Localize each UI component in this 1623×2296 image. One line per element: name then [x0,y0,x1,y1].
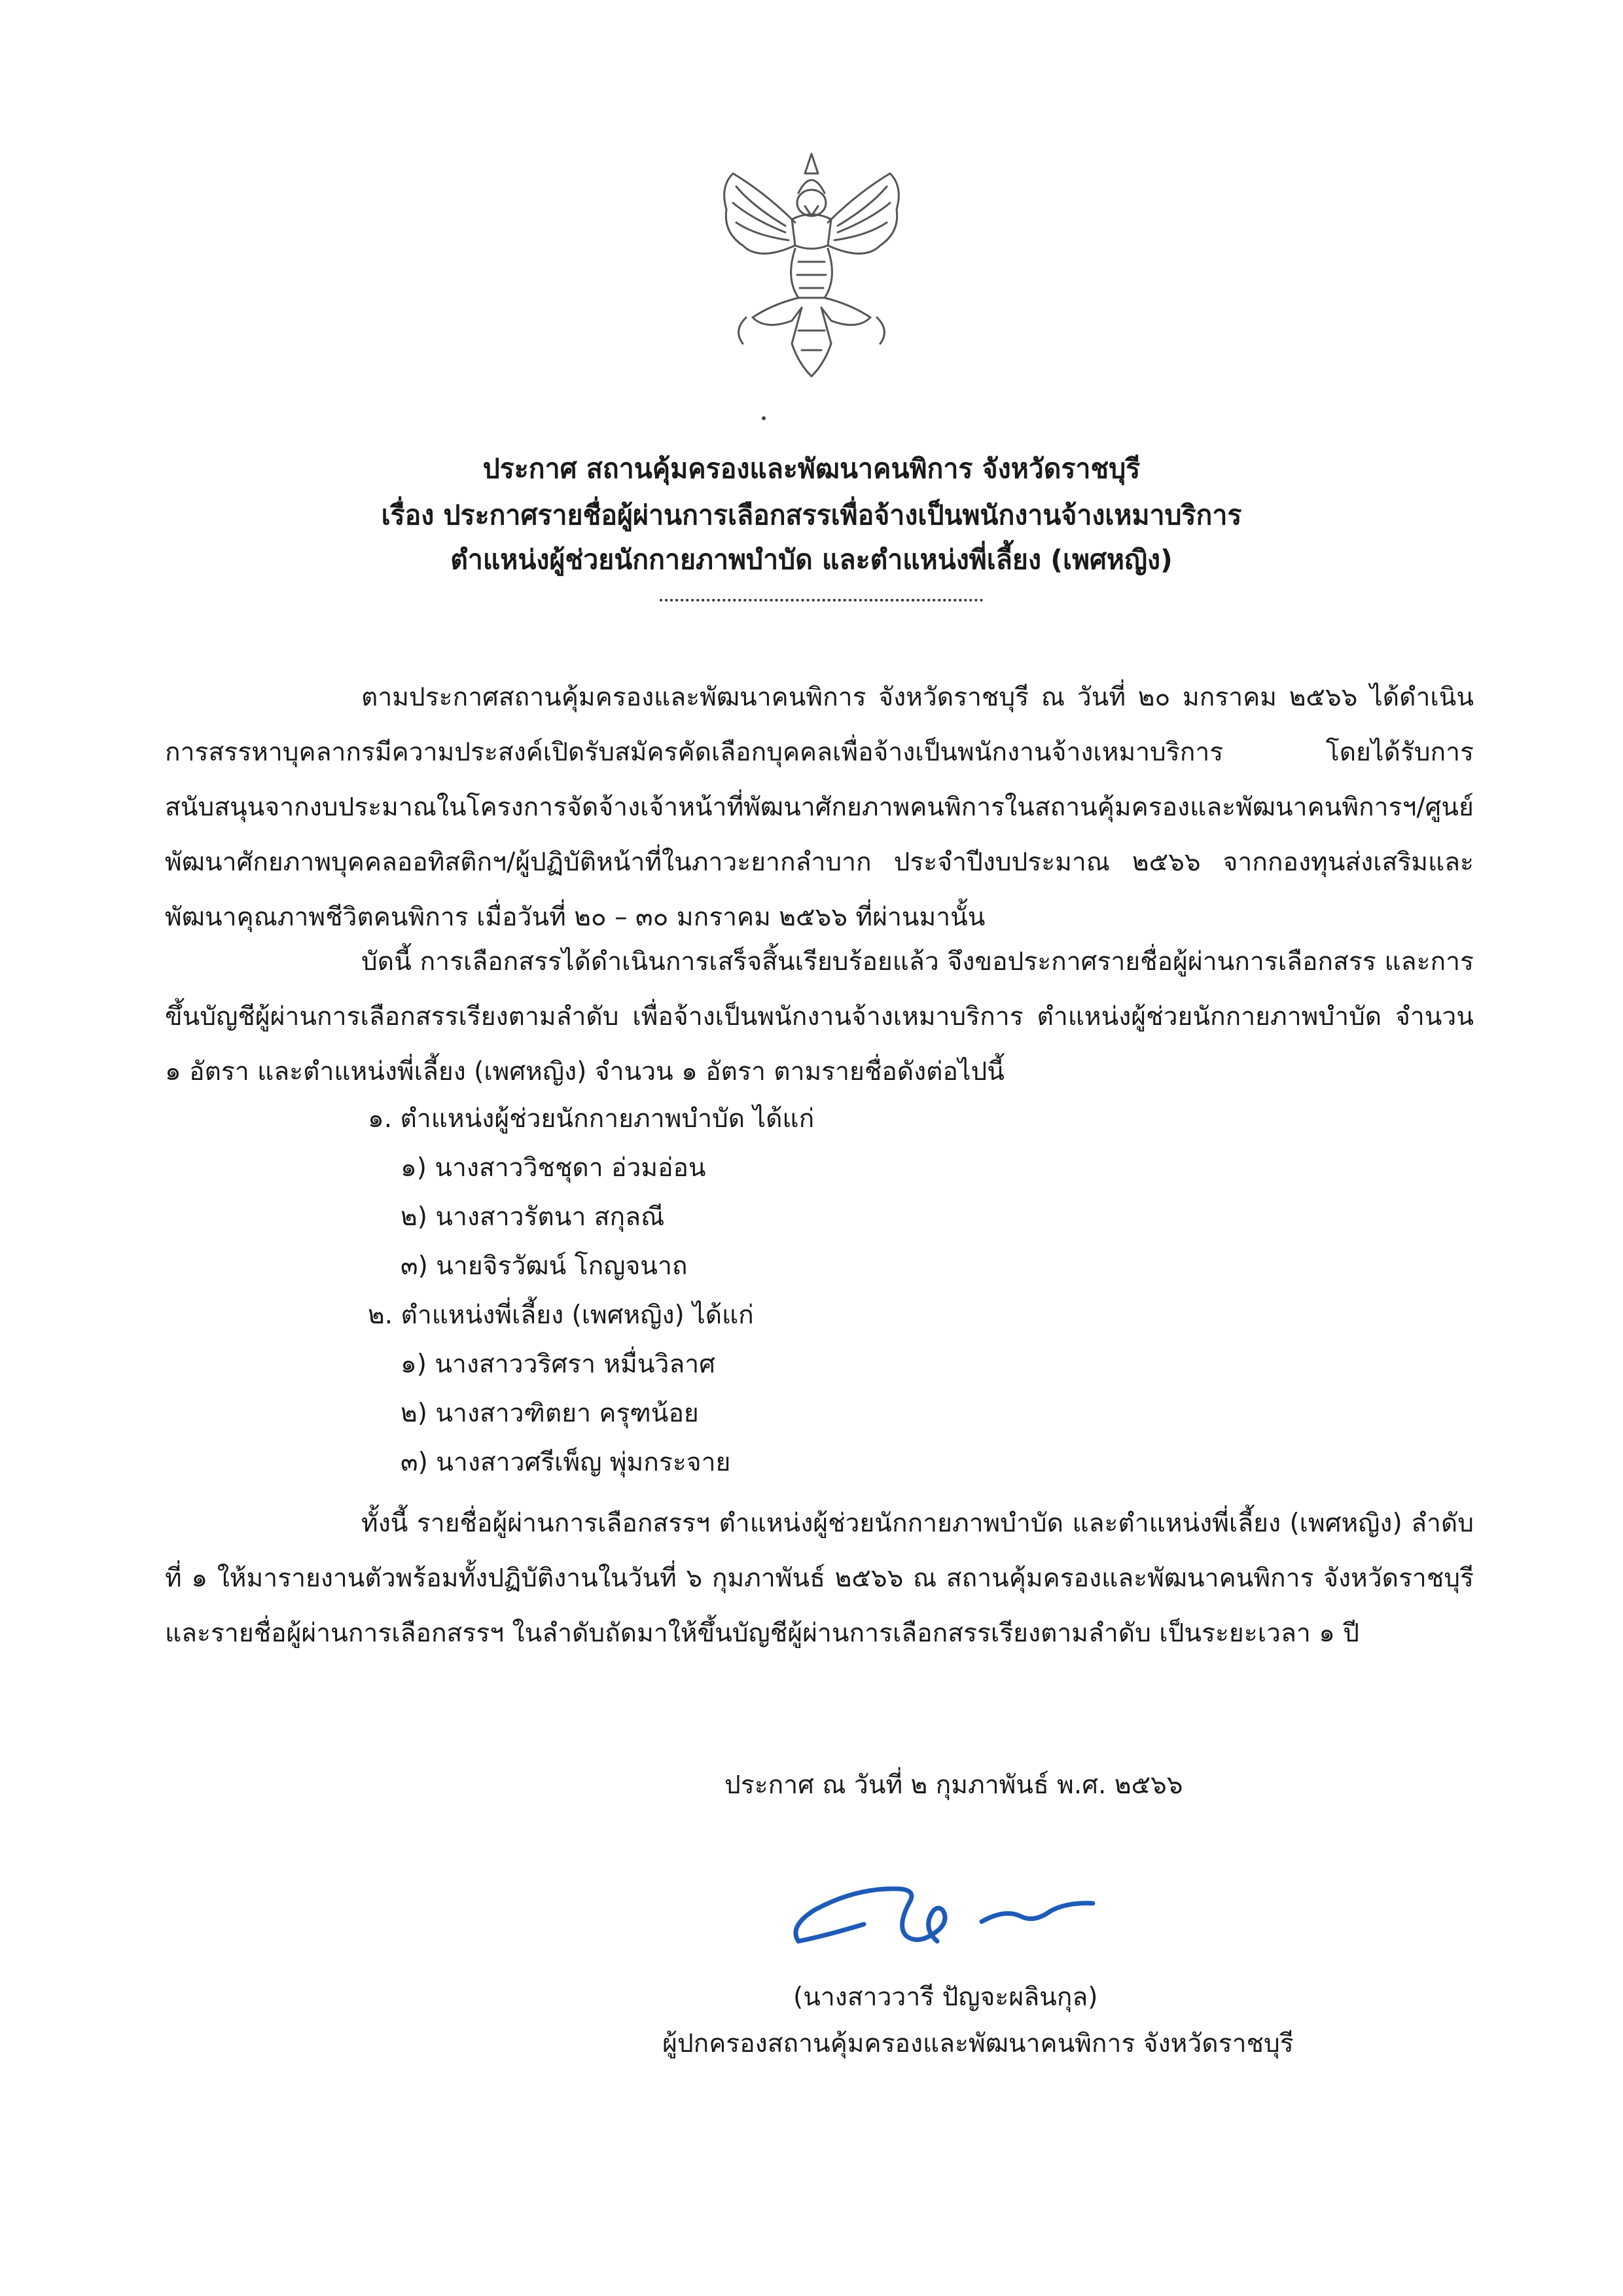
position-1-name-1: ๑) นางสาววิชชุดา อ่วมอ่อน [401,1153,706,1183]
garuda-emblem-icon [707,147,916,389]
position-2-title: ๒. ตำแหน่งพี่เลี้ยง (เพศหญิง) ได้แก่ [368,1300,754,1330]
announcement-positions: ตำแหน่งผู้ช่วยนักกายภาพบำบัด และตำแหน่งพี่เลี้ยง (เพศหญิง) [450,544,1173,575]
paragraph-announcement: บัดนี้ การเลือกสรรได้ดำเนินการเสร็จสิ้นเรียบร้อยแล้ว จึงขอประกาศรายชื่อผู้ผ่านการเลือกสรร และการขึ้นบัญชีผู้ผ่านการเลือกสรรเรียงตามลำดับ เพื่อจ้างเป็นพนักงานจ้างเหมาบริการ ตำแหน่งผู้ช่วยนักกายภาพบำบัด จำนวน ๑ อัตรา และตำแหน่งพี่เลี้ยง (เพศหญิง) จำนวน ๑ อัตรา ตามรายชื่อดังต่อไปนี้ [165,947,1474,1086]
position-2-name-2: ๒) นางสาวฑิตยา ครุฑน้อย [401,1399,699,1428]
position-1-name-3: ๓) นายจิรวัฒน์ โกญจนาถ [401,1251,688,1281]
announcement-date: ประกาศ ณ วันที่ ๒ กุมภาพันธ์ พ.ศ. ๒๕๖๖ [724,1770,1183,1800]
position-2-name-3: ๓) นางสาวศรีเพ็ญ พุ่มกระจาย [401,1448,731,1477]
signer-name: (นางสาววารี ปัญจะผลินกุล) [793,1982,1098,2012]
position-1-name-2: ๒) นางสาวรัตนา สกุลณี [401,1202,665,1232]
position-2-name-1: ๑) นางสาววริศรา หมื่นวิลาศ [401,1350,715,1379]
announcement-subject: เรื่อง ประกาศรายชื่อผู้ผ่านการเลือกสรรเพื่อจ้างเป็นพนักงานจ้างเหมาบริการ [381,499,1242,531]
position-1-title: ๑. ตำแหน่งผู้ช่วยนักกายภาพบำบัด ได้แก่ [368,1104,815,1134]
announcement-heading: ประกาศ สถานคุ้มครองและพัฒนาคนพิการ จังหวัดราชบุรี [482,453,1141,484]
decorative-dot [762,416,766,420]
paragraph-reporting: ทั้งนี้ รายชื่อผู้ผ่านการเลือกสรรฯ ตำแหน่งผู้ช่วยนักกายภาพบำบัด และตำแหน่งพี่เลี้ยง (เพศหญิง) ลำดับที่ ๑ ให้มารายงานตัวพร้อมทั้งปฏิบัติงานในวันที่ ๖ กุมภาพันธ์ ๒๕๖๖ ณ สถานคุ้มครองและพัฒนาคนพิการ จังหวัดราชบุรี และรายชื่อผู้ผ่านการเลือกสรรฯ ในลำดับถัดมาให้ขึ้นบัญชีผู้ผ่านการเลือกสรรเรียงตามลำดับ เป็นระยะเวลา ๑ ปี [165,1509,1474,1648]
dotted-divider [660,599,983,601]
paragraph-background: ตามประกาศสถานคุ้มครองและพัฒนาคนพิการ จังหวัดราชบุรี ณ วันที่ ๒๐ มกราคม ๒๕๖๖ ได้ดำเนินการสรรหาบุคลากรมีความประสงค์เปิดรับสมัครคัดเลือกบุคคลเพื่อจ้างเป็นพนักงานจ้างเหมาบริการ โดยได้รับการสนับสนุนจากงบประมาณในโครงการจัดจ้างเจ้าหน้าที่พัฒนาศักยภาพคนพิการในสถานคุ้มครองและพัฒนาคนพิการฯ/ศูนย์พัฒนาศักยภาพบุคคลออทิสติกฯ/ผู้ปฏิบัติหน้าที่ในภาวะยากลำบาก ประจำปีงบประมาณ ๒๕๖๖ จากกองทุนส่งเสริมและพัฒนาคุณภาพชีวิตคนพิการ เมื่อวันที่ ๒๐ – ๓๐ มกราคม ๒๕๖๖ ที่ผ่านมานั้น [165,683,1474,932]
signer-title: ผู้ปกครองสถานคุ้มครองและพัฒนาคนพิการ จังหวัดราชบุรี [662,2029,1294,2058]
handwritten-signature [785,1864,1113,1962]
